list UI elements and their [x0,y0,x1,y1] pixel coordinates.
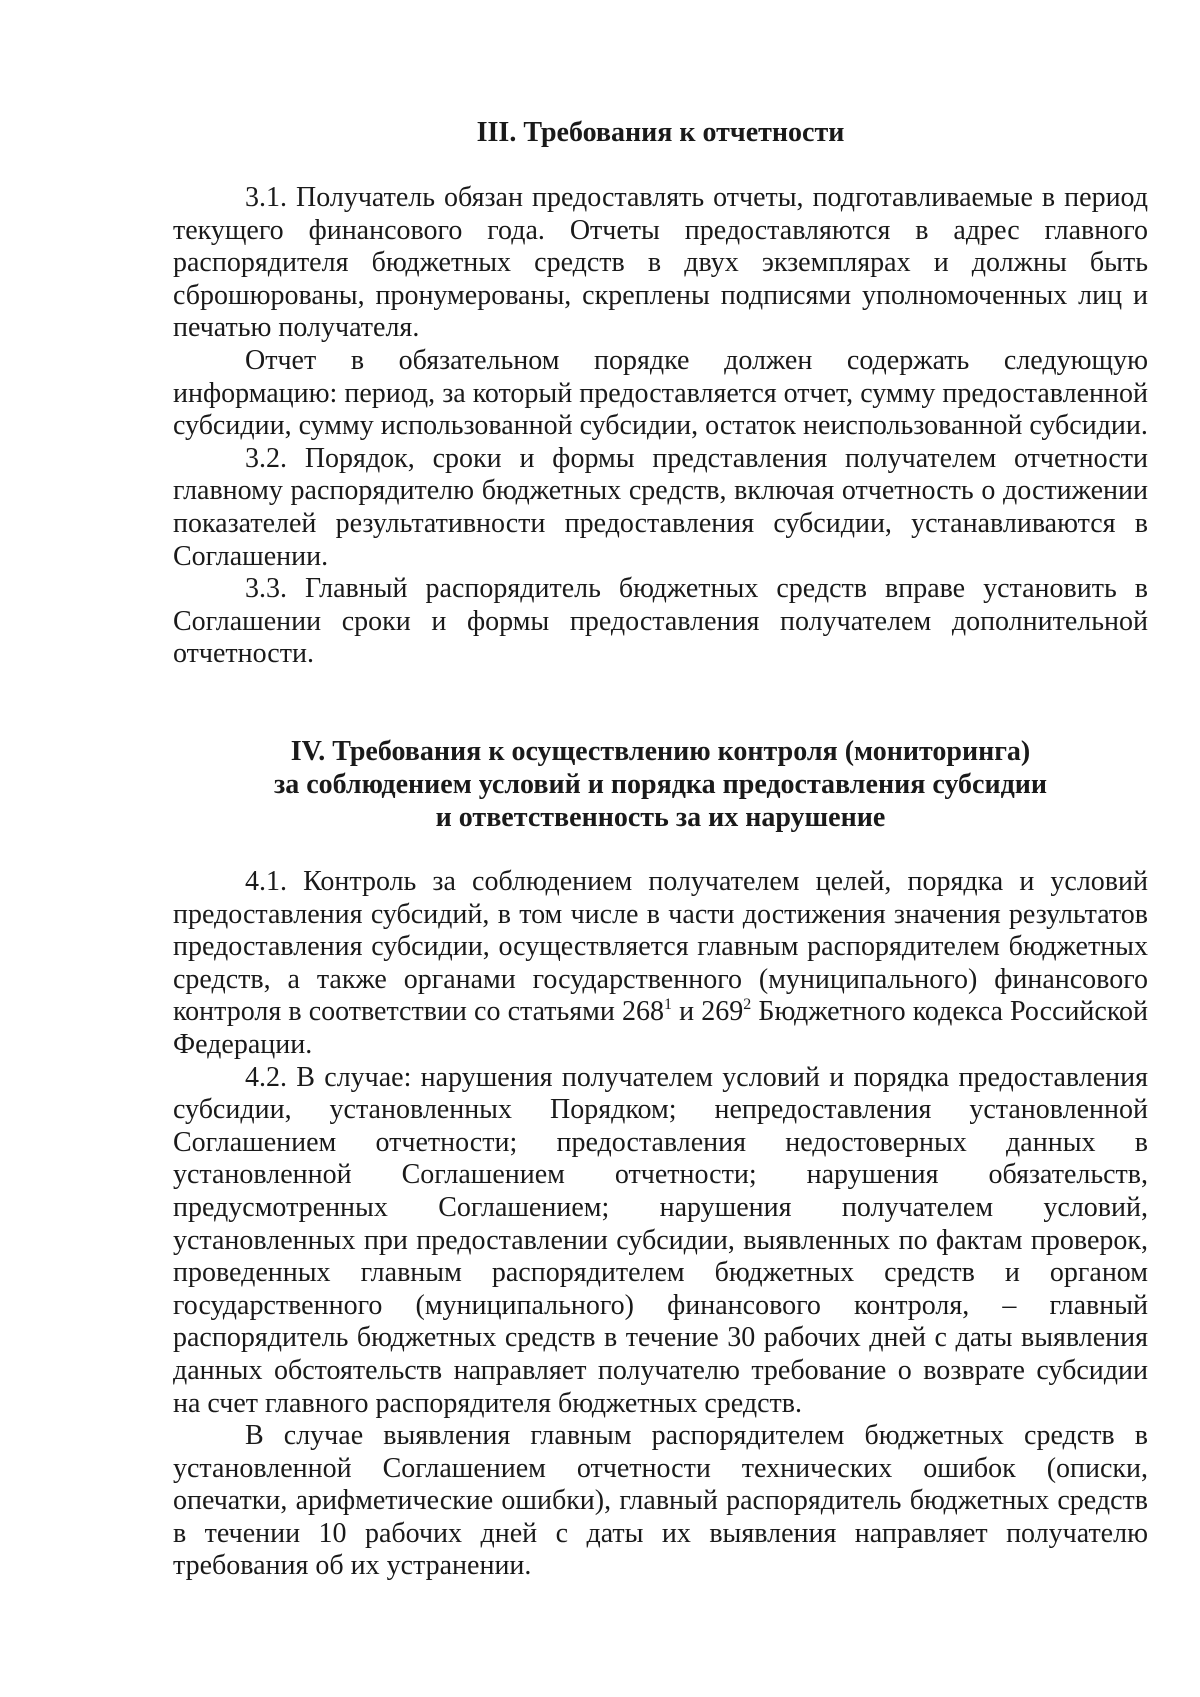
paragraph-3-1: 3.1. Получатель обязан предоставлять отчеты, подготавливаемые в период текущего финансового года. Отчеты предоставляются в адрес главного распорядителя бюджетных средств в двух экземплярах и должны быть сброшюрованы, пронумерованы, скреплены подписями уполномоченных лиц и печатью получателя. [173,182,1148,344]
paragraph-4-1-text-b: и 269 [672,996,744,1028]
section-4-body [173,866,1148,1583]
paragraph-3-3: 3.3. Главный распорядитель бюджетных средств вправе установить в Соглашении сроки и формы предоставления получателем дополнительной отчетности. [173,573,1148,670]
article-269-superscript: 2 [743,996,752,1014]
paragraph-4-1-text-a: 4.1. Контроль за соблюдением получателем целей, порядка и условий предоставления субсидий, в том числе в части достижения значения результатов предоставления субсидии, осуществляется главным распорядителем бюджетных средств, а также органами государственного (муниципального) финансового контроля в соответствии со статьями 268 [173,866,1148,1028]
section-4-title-line-1: IV. Требования к осуществлению контроля (мониторинга) [290,736,1031,767]
paragraph-4-1 [173,866,1148,1062]
paragraph-technical-errors: В случае выявления главным распорядителем бюджетных средств в установленной Соглашением отчетности технических ошибок (описки, опечатки, арифметические ошибки), главный распорядитель бюджетных средств в течении 10 рабочих дней с даты их выявления направляет получателю требования об их устранении. [173,1420,1148,1582]
article-268-superscript: 1 [664,996,673,1014]
section-4-title-line-2: за соблюдением условий и порядка предоставления субсидии [273,769,1048,800]
section-4-heading [173,735,1148,834]
paragraph-3-2: 3.2. Порядок, сроки и формы представления получателем отчетности главному распорядителю бюджетных средств, включая отчетность о достижении показателей результативности предоставления субсидии, устанавливаются в Соглашении. [173,442,1148,572]
paragraph-report-contents: Отчет в обязательном порядке должен содержать следующую информацию: период, за который предоставляется отчет, сумму предоставленной субсидии, сумму использованной субсидии, остаток неиспользованной субсидии. [173,344,1148,442]
section-3-heading [173,116,1148,149]
section-3-title: III. Требования к отчетности [476,117,845,148]
paragraph-4-2: 4.2. В случае: нарушения получателем условий и порядка предоставления субсидии, установленных Порядком; непредоставления установленной Соглашением отчетности; предоставления недостоверных данных в установленной Соглашением отчетности; нарушения обязательств, предусмотренных Соглашением; нарушения получателем условий, установленных при предоставлении субсидии, выявленных по фактам проверок, проведенных главным распорядителем бюджетных средств и органом государственного (муниципального) финансового контроля, – главный распорядитель бюджетных средств в течение 30 рабочих дней с даты выявления данных обстоятельств направляет получателю требование о возврате субсидии на счет главного распорядителя бюджетных средств. [173,1061,1148,1419]
section-3-body [173,182,1148,671]
section-4-title-line-3: и ответственность за их нарушение [435,802,886,833]
paragraph-4-1-text-c: Бюджетного кодекса Российской Федерации. [173,996,1148,1060]
